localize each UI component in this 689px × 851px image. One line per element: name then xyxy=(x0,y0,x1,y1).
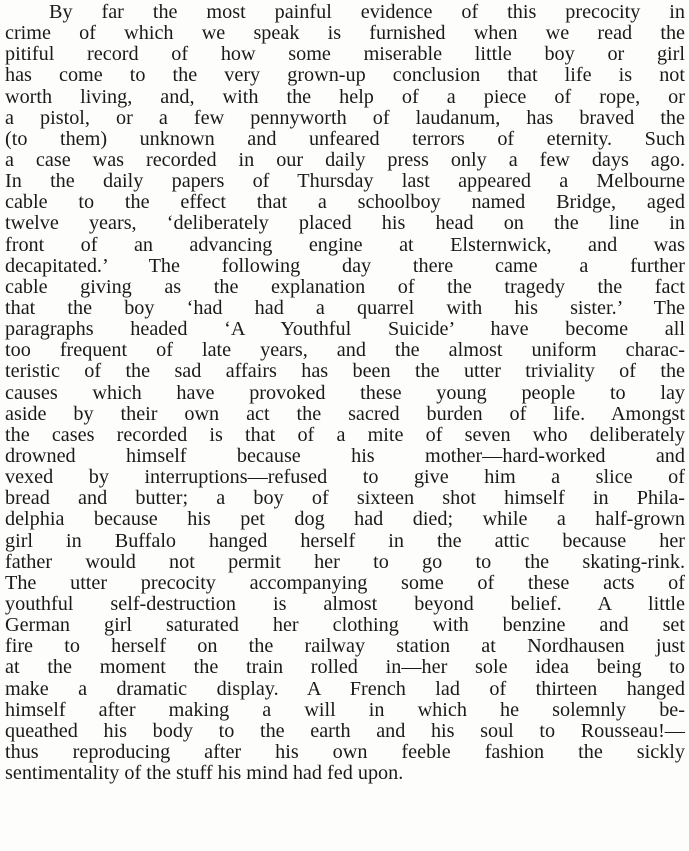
article-line: bread and butter; a boy of sixteen shot himself in Phila- xyxy=(5,487,685,510)
article-line: the cases recorded is that of a mite of seven who deliberately xyxy=(5,423,685,446)
article-line: thus reproducing after his own feeble fashion the sickly xyxy=(5,740,685,763)
article-line: a pistol, or a few pennyworth of laudanum, has braved the xyxy=(5,106,685,129)
article-line: By far the most painful evidence of this precocity in xyxy=(49,1,685,23)
article-line: youthful self-destruction is almost beyond belief. A little xyxy=(5,592,685,615)
article-line: a case was recorded in our daily press only a few days ago. xyxy=(5,148,685,171)
article-line: causes which have provoked these young people to lay xyxy=(5,381,685,404)
article-paragraph xyxy=(5,0,685,784)
article-line: drowned himself because his mother—hard-worked and xyxy=(5,444,685,467)
article-line: that the boy ‘had had a quarrel with his sister.’ The xyxy=(5,296,685,319)
article-line: cable to the effect that a schoolboy named Bridge, aged xyxy=(5,191,685,214)
article-line: paragraphs headed ‘A Youthful Suicide’ have become all xyxy=(5,318,685,341)
article-line: has come to the very grown-up conclusion that life is not xyxy=(5,64,685,87)
article-line: (to them) unknown and unfeared terrors of eternity. Such xyxy=(5,127,685,150)
article-line: German girl saturated her clothing with benzine and set xyxy=(5,614,685,637)
article-line: vexed by interruptions—refused to give him a slice of xyxy=(5,466,685,489)
article-line: twelve years, ‘deliberately placed his head on the line in xyxy=(5,212,685,235)
article-line: delphia because his pet dog had died; while a half-grown xyxy=(5,508,685,531)
article-line: front of an advancing engine at Elsternwick, and was xyxy=(5,233,685,256)
article-line: sentimentality of the stuff his mind had fed upon. xyxy=(5,762,404,785)
article-line: queathed his body to the earth and his soul to Rousseau!— xyxy=(5,719,685,742)
article-line: too frequent of late years, and the almost uniform charac- xyxy=(5,339,685,362)
article-line: make a dramatic display. A French lad of thirteen hanged xyxy=(5,677,685,700)
article-line: aside by their own act the sacred burden of life. Amongst xyxy=(5,402,685,425)
article-line: crime of which we speak is furnished when we read the xyxy=(5,22,685,45)
article-line: teristic of the sad affairs has been the utter triviality of the xyxy=(5,360,685,383)
article-line: worth living, and, with the help of a piece of rope, or xyxy=(5,85,685,108)
article-line: at the moment the train rolled in—her sole idea being to xyxy=(5,656,685,679)
article-line: father would not permit her to go to the skating-rink. xyxy=(5,550,685,573)
article-line: girl in Buffalo hanged herself in the attic because her xyxy=(5,529,685,552)
article-line: himself after making a will in which he solemnly be- xyxy=(5,698,685,721)
article-line: In the daily papers of Thursday last appeared a Melbourne xyxy=(5,170,685,193)
article-line: cable giving as the explanation of the tragedy the fact xyxy=(5,275,685,298)
article-line: fire to herself on the railway station at Nordhausen just xyxy=(5,635,685,658)
article-line: pitiful record of how some miserable little boy or girl xyxy=(5,43,685,66)
article-line: The utter precocity accompanying some of these acts of xyxy=(5,571,685,594)
article-line: decapitated.’ The following day there came a further xyxy=(5,254,685,277)
